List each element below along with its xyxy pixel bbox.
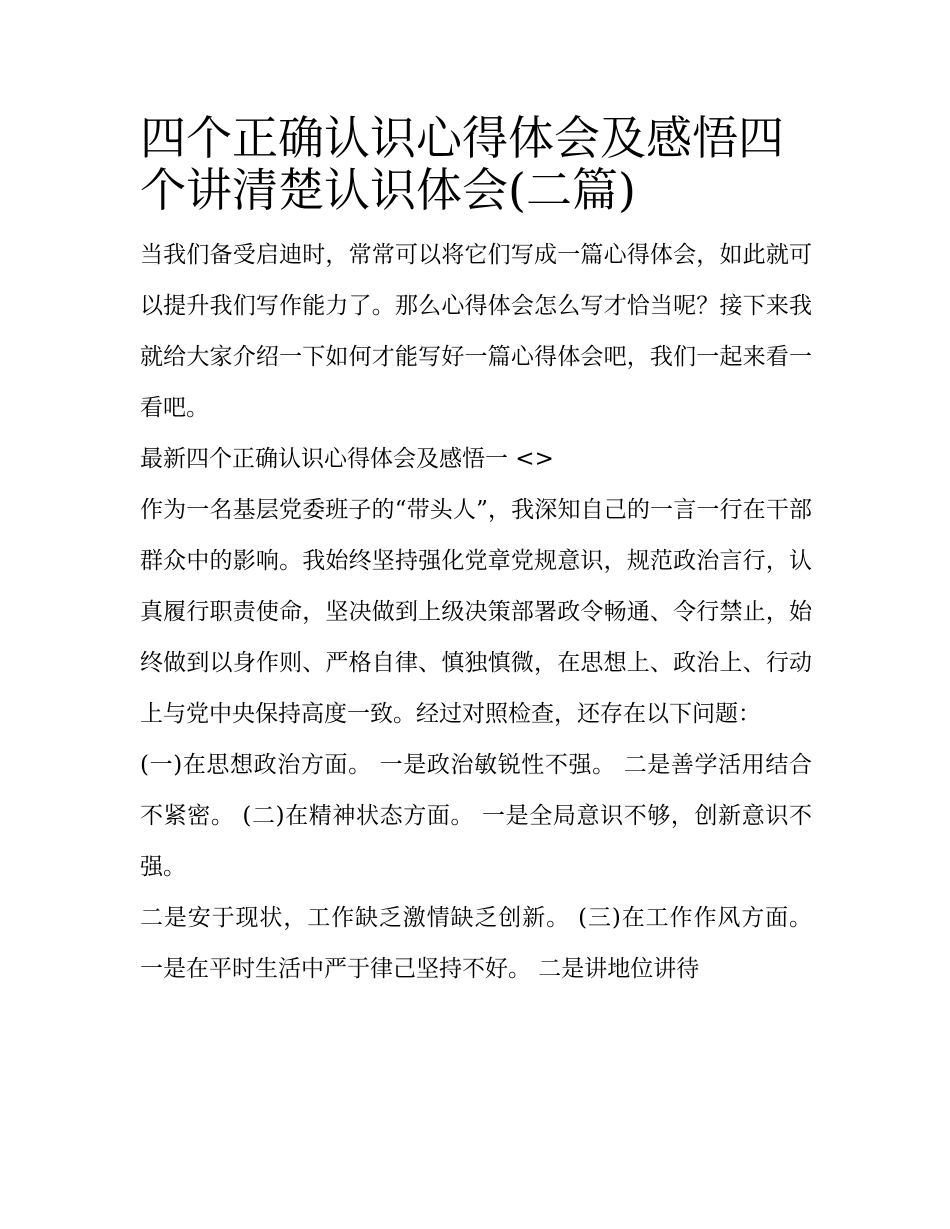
body-paragraph: 作为一名基层党委班子的“带头人”，我深知自己的一言一行在干部群众中的影响。我始终坚持强化党章党规意识，规范政治言行，认真履行职责使命，坚决做到上级决策部署政令畅通、令行禁止，始终做到以身作则、严格自律、慎独慎微，在思想上、政治上、行动上与党中央保持高度一致。经过对照检查，还存在以下问题： [140,497,812,727]
section-heading: 最新四个正确认识心得体会及感悟一 <> [140,446,554,472]
body-paragraph: 二是安于现状，工作缺乏激情缺乏创新。 (三)在工作作风方面。 一是在平时生活中严于律己坚持不好。 二是讲地位讲待 [140,905,812,982]
body-paragraph: (一)在思想政治方面。 一是政治敏锐性不强。 二是善学活用结合不紧密。 (二)在精神状态方面。 一是全局意识不够，创新意识不强。 [140,752,812,880]
document-title: 四个正确认识心得体会及感悟四个讲清楚认识体会(二篇) [140,111,784,217]
document-body [140,230,812,995]
document-content [140,112,812,995]
intro-paragraph: 当我们备受启迪时，常常可以将它们写成一篇心得体会，如此就可以提升我们写作能力了。那么心得体会怎么写才恰当呢？接下来我就给大家介绍一下如何才能写好一篇心得体会吧，我们一起来看一看吧。 [140,242,812,421]
